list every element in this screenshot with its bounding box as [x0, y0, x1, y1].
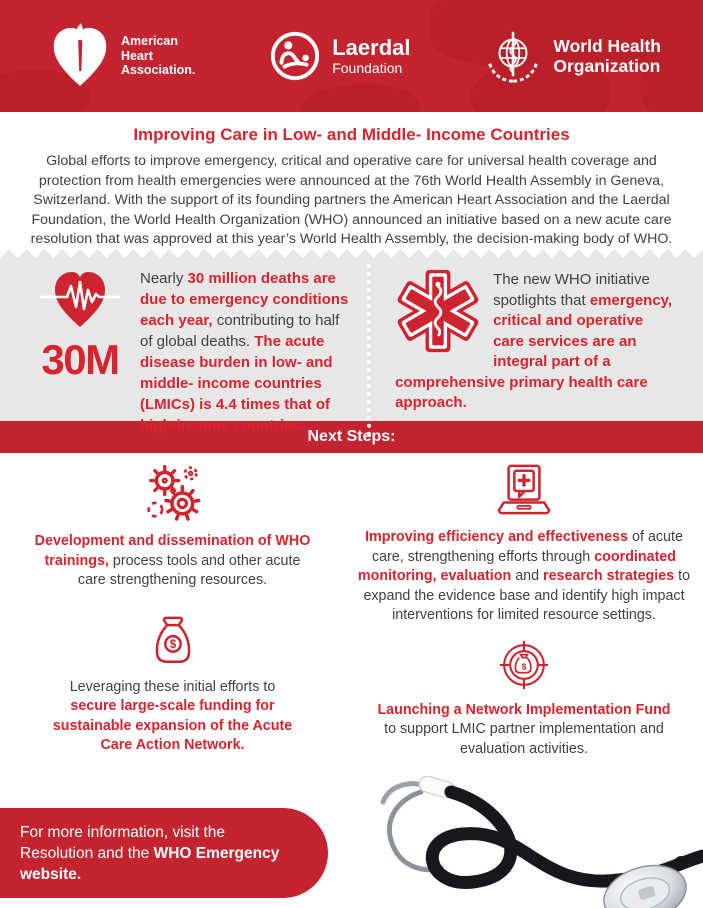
intro-paragraph: Global efforts to improve emergency, critical and operative care for universal health coverage and protection from health emergencies were announced at the 76th World Health Assembly in Geneva, Switzerland. With the support of its founding partners the American Heart Association and the Laerdal Foundation, the World Health Organization (WHO) announced an initiative based on a new acute care resolution that was approved at this year’s World Health Assembly, the decision-making body of WHO. [30, 153, 673, 247]
logo-label: American [121, 34, 178, 49]
star-of-life-icon [395, 268, 481, 354]
text-segment: emergency, critical and operative care services are an integral part of a comprehensive primary health care approach. [395, 291, 673, 411]
text-segment: The acute disease burden in low- and middle- income countries (LMICs) is 4.4 times that of high-income countries. [140, 333, 333, 434]
laerdal-logo-text [332, 36, 410, 77]
stat-deaths [34, 264, 363, 436]
logo-label: Foundation [332, 59, 403, 76]
step-text [34, 532, 312, 591]
logo-label: World Health [553, 36, 661, 56]
text-segment: and [511, 568, 544, 584]
step-funding [47, 615, 299, 756]
text-segment: to support LMIC partner implementation and evaluation activities. [384, 721, 664, 757]
gears-icon [144, 463, 202, 521]
who-emblem-icon [484, 27, 542, 85]
text-segment: Improving efficiency and effectiveness [365, 529, 629, 545]
intro-section [0, 112, 703, 248]
step-trainings [34, 463, 312, 591]
step-text [47, 678, 299, 756]
more-info-callout [0, 808, 328, 898]
text-segment: The new WHO initiative spotlights that [493, 271, 650, 309]
stethoscope-image [323, 776, 703, 908]
footer-section [0, 789, 703, 908]
stat-initiative [367, 264, 703, 436]
more-info-text [0, 822, 302, 885]
page-title: Improving Care in Low- and Middle- Income Countries [133, 125, 570, 144]
text-segment: research strategies [543, 568, 675, 584]
text-segment: of acute care, strengthening efforts through [371, 529, 683, 565]
american-heart-association-logo [50, 22, 195, 90]
text-segment: For more information, visit the Resolution and the [20, 823, 226, 862]
logo-label: Heart [121, 48, 153, 63]
aha-heart-torch-icon [50, 22, 110, 90]
stats-section [0, 248, 703, 434]
logo-label: Association. [121, 63, 196, 78]
step-fund [373, 640, 675, 760]
svg-text:$: $ [521, 660, 527, 671]
map-pattern [300, 85, 420, 112]
aha-logo-text [121, 34, 195, 78]
laerdal-foundation-logo [269, 30, 410, 82]
next-steps-section [0, 453, 703, 789]
svg-text:$: $ [169, 638, 176, 651]
text-segment: WHO Emergency website. [20, 844, 280, 883]
text-segment: 30 million deaths are due to emergency conditions each year, [140, 270, 349, 329]
zigzag-divider [0, 248, 703, 258]
text-segment: secure large-scale funding for sustainable expansion of the Acute Care Action Network. [52, 698, 293, 753]
header-banner [0, 0, 703, 112]
text-segment: Leveraging these initial efforts to [69, 678, 276, 695]
step-text [373, 701, 675, 760]
laptop-medical-icon [494, 463, 554, 517]
text-segment: contributing to half of global deaths. [140, 312, 340, 350]
text-segment: Nearly [140, 270, 188, 287]
text-segment: coordinated monitoring, evaluation [357, 548, 677, 584]
laerdal-emblem-icon [269, 30, 321, 82]
step-text [356, 528, 692, 626]
money-bag-icon [150, 615, 196, 667]
fund-target-icon [499, 640, 549, 690]
stat-deaths-text [126, 264, 363, 436]
text-segment: to expand the evidence base and identify high impact interventions for limited resource settings. [363, 568, 691, 623]
next-steps-heading: Next Steps: [0, 421, 703, 453]
heart-ekg-icon [35, 264, 125, 330]
who-logo [484, 27, 661, 85]
logo-label: Laerdal [332, 34, 411, 60]
who-logo-text [553, 36, 661, 76]
text-segment: Development and dissemination of WHO trainings, [34, 533, 311, 569]
text-segment: Launching a Network Implementation Fund [377, 701, 671, 718]
logo-label: Organization [553, 56, 661, 76]
text-segment: process tools and other acute care strengthening resources. [77, 552, 301, 588]
step-efficiency [356, 463, 692, 626]
stat-figure: 30M [41, 336, 119, 383]
